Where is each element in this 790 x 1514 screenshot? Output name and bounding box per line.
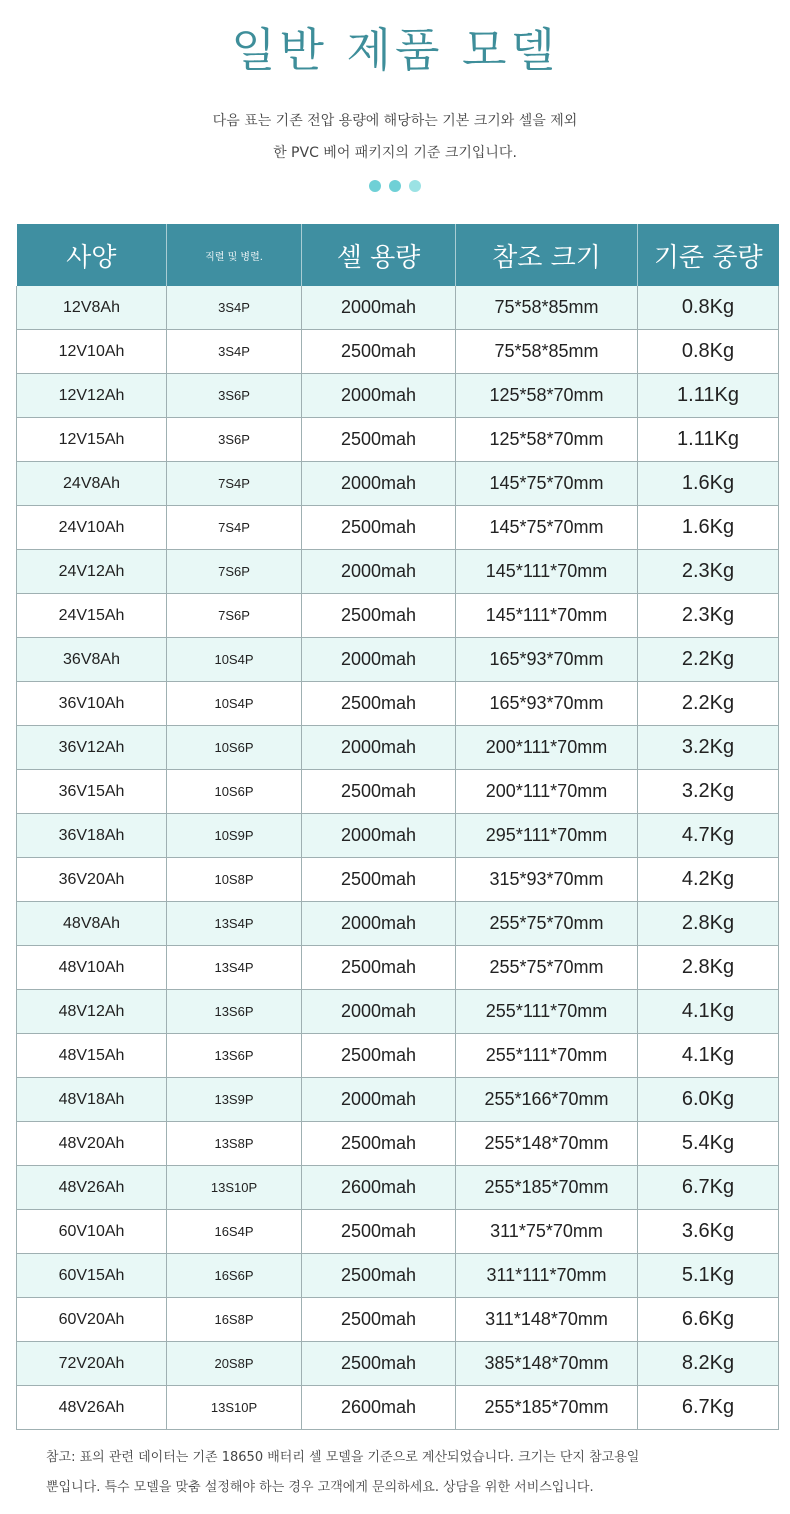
table-row xyxy=(17,1122,779,1166)
cell-config: 10S4P xyxy=(167,682,302,726)
cell-spec: 24V8Ah xyxy=(17,462,167,506)
cell-config: 10S6P xyxy=(167,770,302,814)
cell-weight: 6.0Kg xyxy=(638,1078,779,1122)
table-row xyxy=(17,286,779,330)
cell-weight: 0.8Kg xyxy=(638,286,779,330)
dot-icon xyxy=(389,180,401,192)
cell-spec: 24V10Ah xyxy=(17,506,167,550)
cell-config: 10S9P xyxy=(167,814,302,858)
cell-weight: 2.2Kg xyxy=(638,638,779,682)
cell-weight: 2.8Kg xyxy=(638,902,779,946)
cell-config: 16S6P xyxy=(167,1254,302,1298)
cell-config: 3S4P xyxy=(167,330,302,374)
cell-spec: 48V8Ah xyxy=(17,902,167,946)
cell-capacity: 2500mah xyxy=(302,1210,456,1254)
cell-size: 311*111*70mm xyxy=(456,1254,638,1298)
cell-spec: 36V20Ah xyxy=(17,858,167,902)
subtitle-line-1: 다음 표는 기존 전압 용량에 해당하는 기본 크기와 셀을 제외 xyxy=(212,113,578,129)
cell-weight: 4.7Kg xyxy=(638,814,779,858)
cell-spec: 36V8Ah xyxy=(17,638,167,682)
cell-weight: 2.3Kg xyxy=(638,594,779,638)
cell-size: 165*93*70mm xyxy=(456,638,638,682)
cell-weight: 1.11Kg xyxy=(638,374,779,418)
cell-capacity: 2000mah xyxy=(302,286,456,330)
cell-config: 13S10P xyxy=(167,1386,302,1430)
cell-size: 145*111*70mm xyxy=(456,594,638,638)
cell-weight: 6.6Kg xyxy=(638,1298,779,1342)
cell-size: 311*148*70mm xyxy=(456,1298,638,1342)
cell-capacity: 2000mah xyxy=(302,726,456,770)
table-body xyxy=(17,286,779,1430)
cell-config: 13S10P xyxy=(167,1166,302,1210)
cell-capacity: 2500mah xyxy=(302,1122,456,1166)
cell-weight: 3.2Kg xyxy=(638,726,779,770)
dot-icon xyxy=(369,180,381,192)
cell-weight: 1.6Kg xyxy=(638,506,779,550)
cell-capacity: 2500mah xyxy=(302,418,456,462)
cell-config: 7S4P xyxy=(167,462,302,506)
header-weight: 기준 중량 xyxy=(638,224,779,286)
cell-size: 200*111*70mm xyxy=(456,726,638,770)
table-row xyxy=(17,1254,779,1298)
cell-spec: 48V20Ah xyxy=(17,1122,167,1166)
cell-size: 255*185*70mm xyxy=(456,1386,638,1430)
cell-size: 255*166*70mm xyxy=(456,1078,638,1122)
cell-spec: 72V20Ah xyxy=(17,1342,167,1386)
cell-capacity: 2600mah xyxy=(302,1166,456,1210)
cell-config: 7S6P xyxy=(167,550,302,594)
page-title: 일반 제품 모델 xyxy=(231,23,559,77)
table-row xyxy=(17,946,779,990)
cell-weight: 4.1Kg xyxy=(638,1034,779,1078)
cell-weight: 1.11Kg xyxy=(638,418,779,462)
cell-capacity: 2500mah xyxy=(302,330,456,374)
cell-size: 125*58*70mm xyxy=(456,418,638,462)
decorative-dots xyxy=(369,180,421,192)
table-row xyxy=(17,418,779,462)
cell-size: 125*58*70mm xyxy=(456,374,638,418)
cell-capacity: 2500mah xyxy=(302,1034,456,1078)
cell-spec: 36V12Ah xyxy=(17,726,167,770)
cell-config: 13S4P xyxy=(167,946,302,990)
table-row xyxy=(17,638,779,682)
cell-capacity: 2500mah xyxy=(302,858,456,902)
cell-capacity: 2000mah xyxy=(302,902,456,946)
cell-size: 255*75*70mm xyxy=(456,902,638,946)
table-row xyxy=(17,990,779,1034)
table-header-row xyxy=(17,224,779,286)
cell-weight: 2.8Kg xyxy=(638,946,779,990)
cell-capacity: 2000mah xyxy=(302,374,456,418)
cell-size: 255*111*70mm xyxy=(456,990,638,1034)
cell-size: 311*75*70mm xyxy=(456,1210,638,1254)
table-row xyxy=(17,1078,779,1122)
cell-size: 255*111*70mm xyxy=(456,1034,638,1078)
cell-capacity: 2500mah xyxy=(302,506,456,550)
cell-size: 145*111*70mm xyxy=(456,550,638,594)
cell-weight: 4.2Kg xyxy=(638,858,779,902)
cell-spec: 48V10Ah xyxy=(17,946,167,990)
cell-spec: 48V26Ah xyxy=(17,1166,167,1210)
table-row xyxy=(17,726,779,770)
cell-config: 13S8P xyxy=(167,1122,302,1166)
cell-weight: 1.6Kg xyxy=(638,462,779,506)
cell-capacity: 2000mah xyxy=(302,550,456,594)
cell-capacity: 2500mah xyxy=(302,1342,456,1386)
cell-capacity: 2500mah xyxy=(302,1298,456,1342)
cell-weight: 8.2Kg xyxy=(638,1342,779,1386)
cell-capacity: 2500mah xyxy=(302,682,456,726)
cell-size: 165*93*70mm xyxy=(456,682,638,726)
cell-capacity: 2500mah xyxy=(302,594,456,638)
table-row xyxy=(17,506,779,550)
cell-size: 255*75*70mm xyxy=(456,946,638,990)
cell-spec: 12V10Ah xyxy=(17,330,167,374)
cell-spec: 60V20Ah xyxy=(17,1298,167,1342)
table-row xyxy=(17,1342,779,1386)
cell-size: 295*111*70mm xyxy=(456,814,638,858)
table-row xyxy=(17,550,779,594)
cell-spec: 24V15Ah xyxy=(17,594,167,638)
cell-spec: 48V12Ah xyxy=(17,990,167,1034)
cell-weight: 2.2Kg xyxy=(638,682,779,726)
footnote-line-2: 뿐입니다. 특수 모델을 맞춤 설정해야 하는 경우 고객에게 문의하세요. 상담을 위한 서비스입니다. xyxy=(46,1480,594,1495)
table-row xyxy=(17,770,779,814)
cell-size: 255*185*70mm xyxy=(456,1166,638,1210)
cell-spec: 12V15Ah xyxy=(17,418,167,462)
cell-capacity: 2000mah xyxy=(302,1078,456,1122)
table-row xyxy=(17,682,779,726)
cell-size: 145*75*70mm xyxy=(456,506,638,550)
cell-spec: 36V18Ah xyxy=(17,814,167,858)
header-capacity: 셀 용량 xyxy=(302,224,456,286)
cell-capacity: 2500mah xyxy=(302,770,456,814)
cell-config: 3S6P xyxy=(167,418,302,462)
table-row xyxy=(17,462,779,506)
cell-config: 16S4P xyxy=(167,1210,302,1254)
table-row xyxy=(17,902,779,946)
cell-config: 13S6P xyxy=(167,990,302,1034)
cell-config: 3S6P xyxy=(167,374,302,418)
table-row xyxy=(17,1386,779,1430)
cell-size: 255*148*70mm xyxy=(456,1122,638,1166)
table-row xyxy=(17,858,779,902)
cell-config: 13S4P xyxy=(167,902,302,946)
table-row xyxy=(17,1298,779,1342)
cell-weight: 2.3Kg xyxy=(638,550,779,594)
table-row xyxy=(17,330,779,374)
table-row xyxy=(17,1034,779,1078)
cell-config: 13S9P xyxy=(167,1078,302,1122)
cell-spec: 48V18Ah xyxy=(17,1078,167,1122)
cell-config: 16S8P xyxy=(167,1298,302,1342)
cell-size: 200*111*70mm xyxy=(456,770,638,814)
cell-weight: 5.4Kg xyxy=(638,1122,779,1166)
header-config: 직렬 및 병렬. xyxy=(167,224,302,286)
cell-config: 7S4P xyxy=(167,506,302,550)
cell-spec: 24V12Ah xyxy=(17,550,167,594)
cell-config: 10S4P xyxy=(167,638,302,682)
cell-config: 10S6P xyxy=(167,726,302,770)
cell-size: 145*75*70mm xyxy=(456,462,638,506)
footnote-line-1: 참고: 표의 관련 데이터는 기존 18650 배터리 셀 모델을 기준으로 계산되었습니다. 크기는 단지 참고용일 xyxy=(46,1450,640,1465)
cell-size: 385*148*70mm xyxy=(456,1342,638,1386)
table-row xyxy=(17,1166,779,1210)
cell-spec: 36V10Ah xyxy=(17,682,167,726)
cell-spec: 60V10Ah xyxy=(17,1210,167,1254)
table-row xyxy=(17,594,779,638)
cell-config: 7S6P xyxy=(167,594,302,638)
cell-size: 315*93*70mm xyxy=(456,858,638,902)
cell-spec: 12V8Ah xyxy=(17,286,167,330)
cell-config: 20S8P xyxy=(167,1342,302,1386)
cell-spec: 60V15Ah xyxy=(17,1254,167,1298)
header-size: 참조 크기 xyxy=(456,224,638,286)
cell-size: 75*58*85mm xyxy=(456,330,638,374)
cell-spec: 12V12Ah xyxy=(17,374,167,418)
cell-capacity: 2000mah xyxy=(302,814,456,858)
cell-config: 13S6P xyxy=(167,1034,302,1078)
cell-size: 75*58*85mm xyxy=(456,286,638,330)
dot-icon xyxy=(409,180,421,192)
cell-spec: 36V15Ah xyxy=(17,770,167,814)
cell-weight: 6.7Kg xyxy=(638,1166,779,1210)
cell-spec: 48V26Ah xyxy=(17,1386,167,1430)
subtitle-line-2: 한 PVC 베어 패키지의 기준 크기입니다. xyxy=(273,145,517,161)
table-row xyxy=(17,814,779,858)
cell-capacity: 2500mah xyxy=(302,946,456,990)
header-spec: 사양 xyxy=(17,224,167,286)
cell-weight: 6.7Kg xyxy=(638,1386,779,1430)
cell-capacity: 2000mah xyxy=(302,990,456,1034)
cell-weight: 0.8Kg xyxy=(638,330,779,374)
cell-capacity: 2000mah xyxy=(302,462,456,506)
cell-weight: 4.1Kg xyxy=(638,990,779,1034)
cell-weight: 3.6Kg xyxy=(638,1210,779,1254)
table-row xyxy=(17,1210,779,1254)
table-row xyxy=(17,374,779,418)
cell-capacity: 2500mah xyxy=(302,1254,456,1298)
cell-config: 10S8P xyxy=(167,858,302,902)
cell-capacity: 2000mah xyxy=(302,638,456,682)
cell-config: 3S4P xyxy=(167,286,302,330)
cell-capacity: 2600mah xyxy=(302,1386,456,1430)
cell-weight: 3.2Kg xyxy=(638,770,779,814)
cell-weight: 5.1Kg xyxy=(638,1254,779,1298)
spec-table xyxy=(16,224,779,1430)
cell-spec: 48V15Ah xyxy=(17,1034,167,1078)
